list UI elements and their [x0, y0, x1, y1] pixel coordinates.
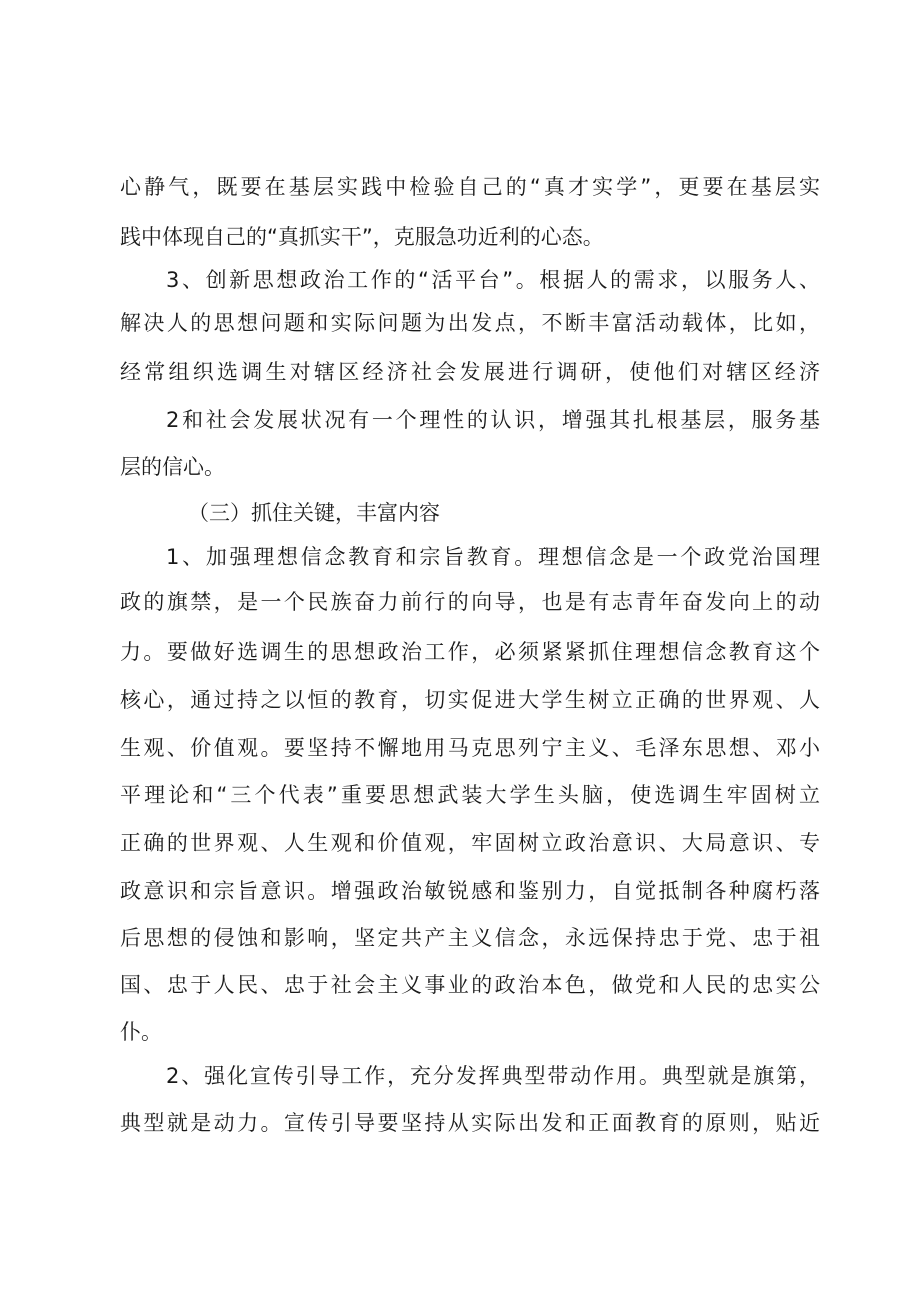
- paragraph-line-3: 3、创新思想政治工作的“活平台”。根据人的需求，以服务人、: [166, 268, 820, 292]
- paragraph-line-21: 典型就是动力。宣传引导要坚持从实际出发和正面教育的原则，贴近: [120, 1111, 820, 1135]
- paragraph-line-18: 国、忠于人民、忠于社会主义事业的政治本色，做党和人民的忠实公: [120, 973, 820, 997]
- paragraph-line-17: 后思想的侵蚀和影响，坚定共产主义信念，永远保持忠于党、忠于祖: [120, 926, 820, 950]
- paragraph-line-1: 心静气，既要在基层实践中检验自己的“真才实学”，更要在基层实: [120, 175, 820, 199]
- paragraph-line-11: 力。要做好选调生的思想政治工作，必须紧紧抓住理想信念教育这个: [120, 640, 820, 664]
- paragraph-line-9: 1、加强理想信念教育和宗旨教育。理想信念是一个政党治国理: [166, 545, 820, 569]
- paragraph-line-20: 2、强化宣传引导工作，充分发挥典型带动作用。典型就是旗第，: [166, 1064, 820, 1088]
- paragraph-line-2: 践中体现自己的“真抓实干”，克服急功近利的心态。: [120, 225, 604, 249]
- section-heading: （三）抓住关键，丰富内容: [188, 501, 440, 525]
- paragraph-line-15: 正确的世界观、人生观和价值观，牢固树立政治意识、大局意识、专: [120, 831, 820, 855]
- paragraph-line-6: 2和社会发展状况有一个理性的认识，增强其扎根基层，服务基: [166, 408, 820, 432]
- paragraph-line-7: 层的信心。: [120, 455, 225, 479]
- paragraph-line-12: 核心，通过持之以恒的教育，切实促进大学生树立正确的世界观、人: [120, 688, 820, 712]
- paragraph-line-14: 平理论和“三个代表”重要思想武装大学生头脑，使选调生牢固树立: [120, 783, 820, 807]
- paragraph-line-13: 生观、价值观。要坚持不懈地用马克思列宁主义、毛泽东思想、邓小: [120, 736, 820, 760]
- paragraph-line-5: 经常组织选调生对辖区经济社会发展进行调研，使他们对辖区经济: [120, 360, 820, 384]
- paragraph-line-10: 政的旗禁，是一个民族奋力前行的向导，也是有志青年奋发向上的动: [120, 590, 820, 614]
- paragraph-line-4: 解决人的思想问题和实际问题为出发点，不断丰富活动载体，比如，: [120, 311, 820, 335]
- paragraph-line-16: 政意识和宗旨意识。增强政治敏锐感和鉴别力，自觉抵制各种腐朽落: [120, 879, 820, 903]
- paragraph-line-19: 仆。: [120, 1020, 162, 1044]
